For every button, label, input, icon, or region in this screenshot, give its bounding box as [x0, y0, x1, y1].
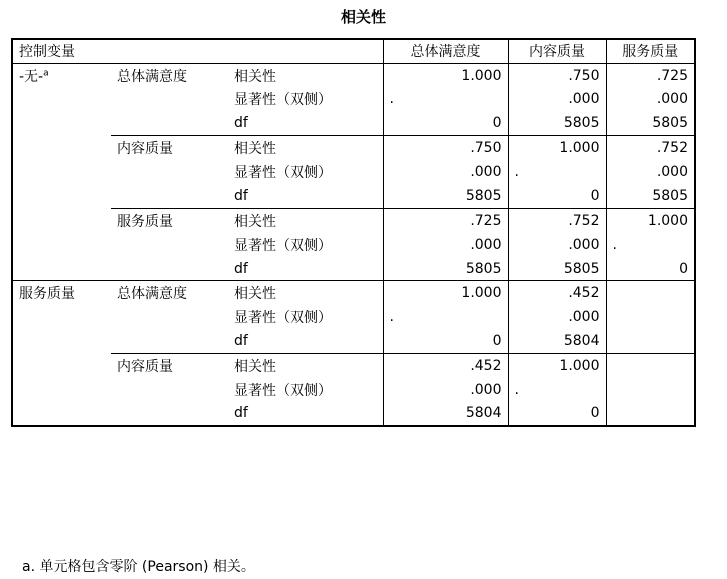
value-cell: 5805 [508, 257, 606, 281]
control-variable-cell [12, 63, 111, 87]
value-cell: 0 [383, 329, 508, 353]
value-cell: . [383, 87, 508, 111]
table-row [12, 112, 695, 136]
control-variable-cell [12, 112, 111, 136]
value-cell [606, 329, 695, 353]
header-col-service-quality: 服务质量 [606, 39, 695, 63]
value-cell: .000 [383, 160, 508, 184]
statistic-label-cell: 显著性（双侧） [228, 160, 383, 184]
variable-name-cell [111, 257, 228, 281]
control-variable-cell [12, 353, 111, 377]
table-row [12, 233, 695, 257]
variable-name-cell: 总体满意度 [111, 281, 228, 305]
variable-name-cell [111, 305, 228, 329]
variable-name-cell [111, 402, 228, 426]
table-row [12, 257, 695, 281]
header-row [12, 39, 695, 63]
statistic-label-cell: 显著性（双侧） [228, 305, 383, 329]
statistic-label-cell: 相关性 [228, 208, 383, 232]
value-cell: .000 [508, 305, 606, 329]
control-variable-cell [12, 233, 111, 257]
variable-name-cell: 总体满意度 [117, 68, 187, 85]
control-variable-cell [12, 136, 111, 160]
variable-name-cell [111, 329, 228, 353]
value-cell: .752 [508, 208, 606, 232]
value-cell: .452 [383, 353, 508, 377]
table-title: 相关性 [340, 8, 386, 26]
control-variable-cell [12, 87, 111, 111]
table-row [12, 87, 695, 111]
value-cell: 5805 [383, 184, 508, 208]
statistic-label-cell: 显著性（双侧） [228, 378, 383, 402]
control-variable-label: 服务质量 [19, 286, 75, 303]
value-cell: .000 [383, 233, 508, 257]
table-row [12, 329, 695, 353]
value-cell: 1.000 [606, 208, 695, 232]
variable-name-cell: 服务质量 [111, 208, 228, 232]
statistic-label-cell: df [228, 329, 383, 353]
statistic-label-cell: 显著性（双侧） [228, 87, 383, 111]
variable-name-cell [111, 160, 228, 184]
variable-name-cell [111, 112, 228, 136]
statistic-label-cell: 相关性 [228, 63, 383, 87]
variable-name-cell: 内容质量 [111, 136, 228, 160]
statistic-label-cell: df [228, 112, 383, 136]
header-col-content-quality: 内容质量 [508, 39, 606, 63]
table-row [12, 63, 695, 87]
value-cell: . [508, 378, 606, 402]
value-cell: .000 [508, 233, 606, 257]
value-cell [606, 305, 695, 329]
value-cell: 1.000 [383, 63, 508, 87]
value-cell: 5805 [606, 184, 695, 208]
statistic-label-cell: df [228, 184, 383, 208]
variable-name-cell [111, 233, 228, 257]
control-variable-label: -无- [19, 68, 44, 85]
table-row [12, 353, 695, 377]
value-cell: 0 [508, 184, 606, 208]
footnote: a. 单元格包含零阶 (Pearson) 相关。 [22, 559, 255, 575]
value-cell: 1.000 [508, 136, 606, 160]
footnote-marker: a [43, 67, 49, 78]
value-cell: . [383, 305, 508, 329]
table-row [12, 160, 695, 184]
header-col-overall-satisfaction: 总体满意度 [383, 39, 508, 63]
value-cell: .000 [383, 378, 508, 402]
value-cell: 0 [508, 402, 606, 426]
control-variable-cell [12, 257, 111, 281]
statistic-label-cell: 显著性（双侧） [228, 233, 383, 257]
statistic-label-cell: 相关性 [228, 136, 383, 160]
table-row [12, 402, 695, 426]
value-cell: .750 [383, 136, 508, 160]
control-variable-cell [12, 402, 111, 426]
value-cell: .452 [508, 281, 606, 305]
statistic-label-cell: 相关性 [228, 353, 383, 377]
value-cell: 1.000 [383, 281, 508, 305]
value-cell: .000 [606, 160, 695, 184]
control-variable-cell [12, 184, 111, 208]
statistic-label-cell: df [228, 257, 383, 281]
control-variable-cell [12, 329, 111, 353]
variable-name-cell [111, 87, 228, 111]
value-cell: 5804 [383, 402, 508, 426]
value-cell: .750 [508, 63, 606, 87]
control-variable-cell [12, 281, 111, 305]
control-variable-cell [12, 305, 111, 329]
value-cell: 0 [383, 112, 508, 136]
value-cell: .000 [508, 87, 606, 111]
value-cell [606, 402, 695, 426]
table-row [12, 378, 695, 402]
control-variable-cell [12, 378, 111, 402]
table-row [12, 281, 695, 305]
table-row [12, 184, 695, 208]
value-cell: 5804 [508, 329, 606, 353]
table-row [12, 208, 695, 232]
value-cell: . [508, 160, 606, 184]
table-row [12, 136, 695, 160]
variable-name-cell [111, 378, 228, 402]
value-cell: 5805 [508, 112, 606, 136]
value-cell [606, 353, 695, 377]
statistic-label-cell: df [228, 402, 383, 426]
value-cell: .000 [606, 87, 695, 111]
variable-name-cell [111, 184, 228, 208]
value-cell: 5805 [606, 112, 695, 136]
value-cell: .725 [606, 63, 695, 87]
table-row [12, 305, 695, 329]
header-control-variable: 控制变量 [12, 39, 383, 63]
control-variable-cell [12, 160, 111, 184]
value-cell: . [606, 233, 695, 257]
value-cell: 5805 [383, 257, 508, 281]
variable-name-cell: 内容质量 [111, 353, 228, 377]
correlation-table [11, 38, 696, 427]
value-cell: .725 [383, 208, 508, 232]
value-cell [606, 281, 695, 305]
value-cell: 1.000 [508, 353, 606, 377]
value-cell: .752 [606, 136, 695, 160]
statistic-label-cell: 相关性 [228, 281, 383, 305]
value-cell [606, 378, 695, 402]
value-cell: 0 [606, 257, 695, 281]
control-variable-cell [12, 208, 111, 232]
